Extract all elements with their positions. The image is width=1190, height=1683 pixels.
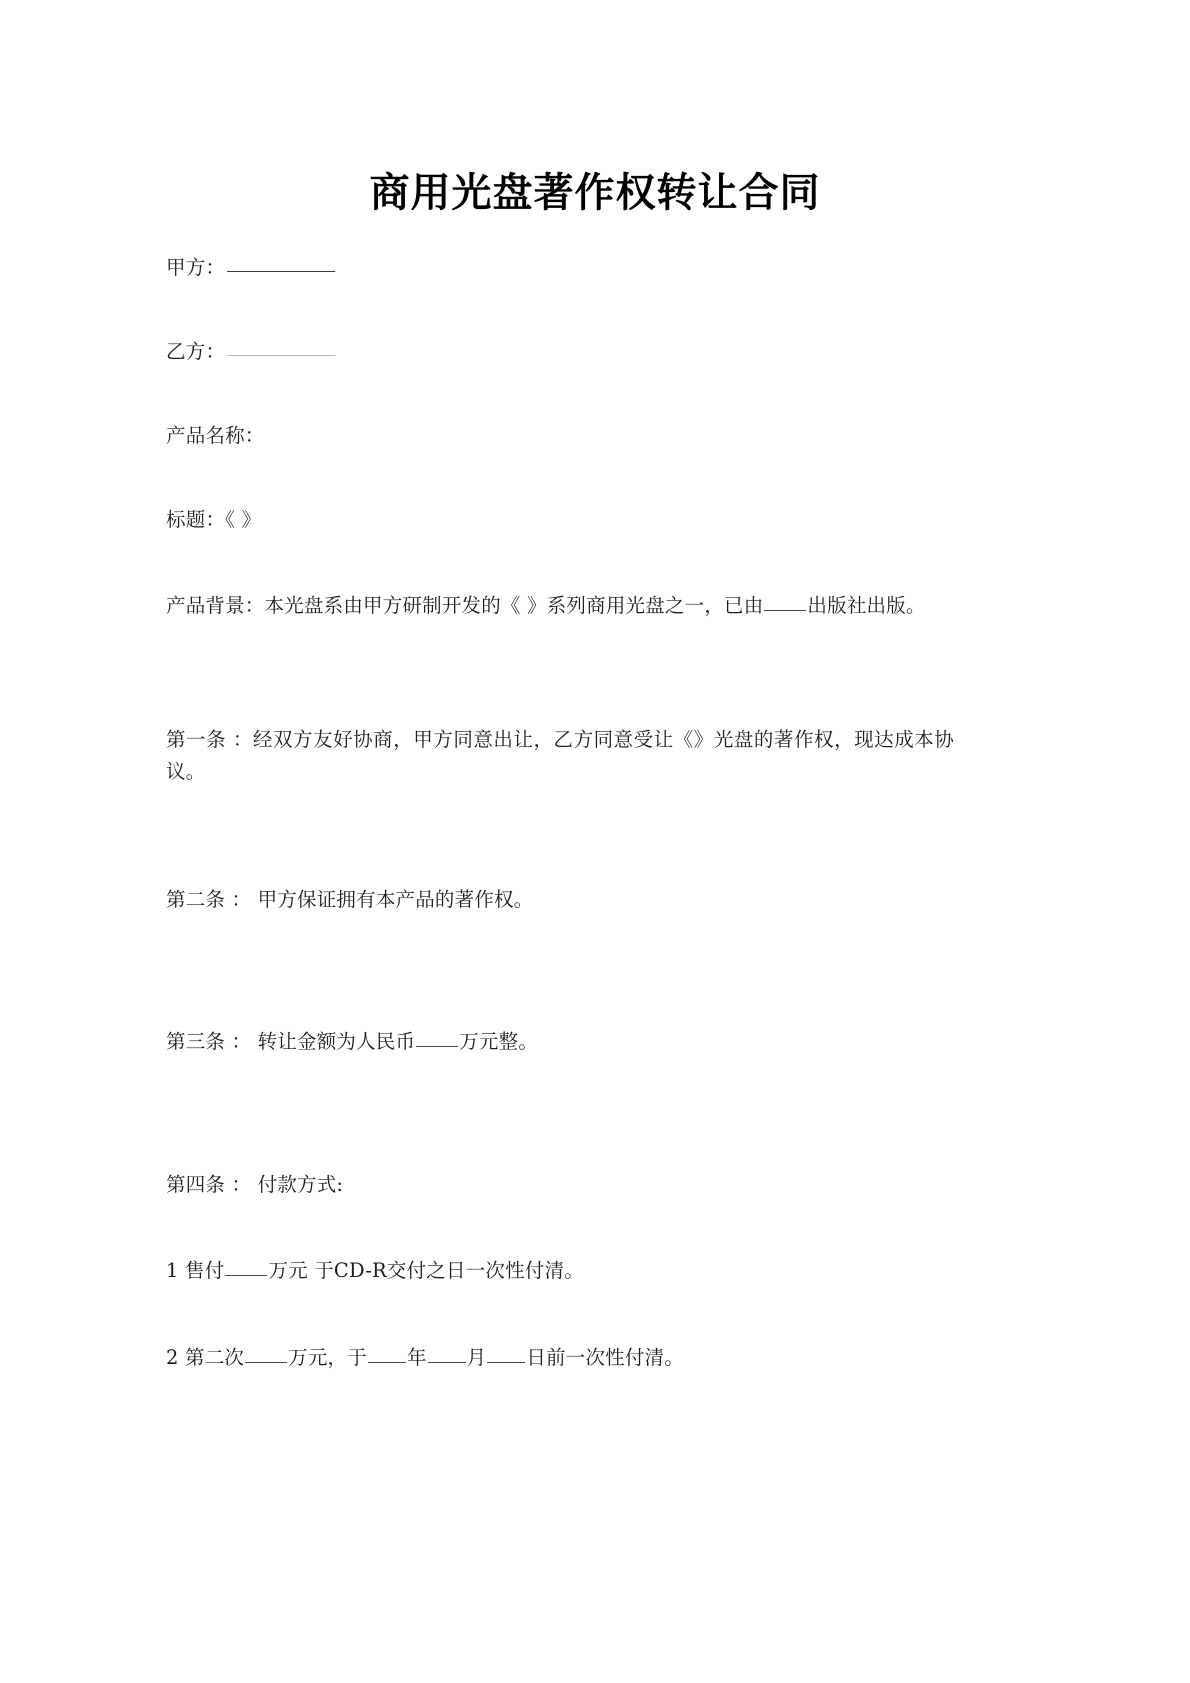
payment-term-2-index: 2 — [166, 1345, 179, 1369]
clause-2 — [166, 884, 954, 916]
clause-4 — [166, 1169, 954, 1201]
clause-1-text: 经双方友好协商，甲方同意出让，乙方同意受让《》光盘的著作权，现达成本协议。 — [166, 728, 954, 783]
payment-term-1 — [166, 1255, 954, 1287]
product-subject-label: 标题： — [166, 508, 226, 532]
product-background-text-1: 本光盘系由甲方研制开发的《 》系列商用光盘之一，已由 — [264, 593, 764, 617]
payment-term-1-text-2: 万元 于CD-R交付之日一次性付清。 — [268, 1259, 584, 1283]
product-background-label: 产品背景： — [166, 593, 265, 617]
clause-3-text-1: 转让金额为人民币 — [257, 1030, 416, 1054]
payment-term-2-year-blank[interactable] — [368, 1362, 406, 1363]
clause-2-number: 第二条 — [166, 887, 226, 911]
party-a-blank[interactable] — [227, 271, 335, 272]
party-a-label: 甲方： — [166, 255, 226, 279]
clause-4-separator: ： — [231, 1172, 252, 1196]
clause-1 — [166, 724, 954, 787]
payment-term-1-index: 1 — [166, 1259, 179, 1283]
payment-term-2-text-1: 第二次 — [185, 1345, 245, 1369]
document-body — [166, 232, 954, 1373]
clause-2-text: 甲方保证拥有本产品的著作权。 — [257, 887, 534, 911]
payment-term-2-text-5: 日前一次性付清。 — [526, 1345, 684, 1369]
product-background-line — [166, 590, 954, 622]
party-b-line — [166, 336, 954, 368]
clause-1-number: 第一条 — [166, 728, 227, 752]
party-a-line — [166, 252, 954, 284]
payment-term-1-text-1: 售付 — [185, 1259, 225, 1283]
product-name-line — [166, 420, 954, 452]
transfer-amount-blank[interactable] — [416, 1046, 458, 1047]
clause-3-number: 第三条 — [166, 1030, 226, 1054]
product-background-text-2: 出版社出版。 — [807, 593, 926, 617]
clause-3-separator: ： — [231, 1030, 252, 1054]
clause-1-separator: ： — [232, 728, 253, 752]
publisher-blank[interactable] — [764, 610, 806, 611]
clause-3-text-2: 万元整。 — [459, 1030, 539, 1054]
payment-term-2 — [166, 1342, 954, 1374]
party-b-label: 乙方： — [166, 340, 226, 364]
clause-2-separator: ： — [231, 887, 252, 911]
product-subject-brackets: 《 》 — [225, 508, 262, 532]
clause-4-text: 付款方式: — [257, 1172, 344, 1196]
product-name-label: 产品名称： — [166, 423, 265, 447]
payment-term-2-amount-blank[interactable] — [245, 1362, 287, 1363]
payment-term-2-text-4: 月 — [466, 1345, 487, 1369]
party-b-blank[interactable] — [227, 355, 335, 356]
payment-term-1-amount-blank[interactable] — [225, 1275, 267, 1276]
clause-4-number: 第四条 — [166, 1172, 226, 1196]
payment-term-2-month-blank[interactable] — [428, 1362, 466, 1363]
product-subject-line — [166, 504, 954, 536]
clause-3 — [166, 1026, 954, 1058]
page-title: 商用光盘著作权转让合同 — [369, 168, 821, 216]
payment-term-2-day-blank[interactable] — [487, 1362, 525, 1363]
payment-term-2-text-2: 万元，于 — [288, 1345, 367, 1369]
payment-term-2-text-3: 年 — [406, 1345, 427, 1369]
